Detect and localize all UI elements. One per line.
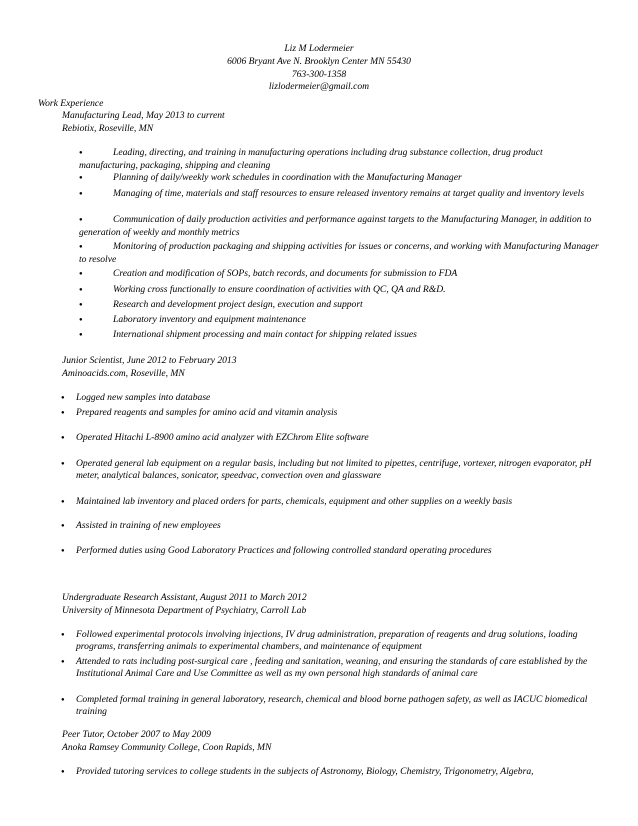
bullet-icon <box>61 520 65 533</box>
list-item: ● Maintained lab inventory and placed orders for parts, chemicals, equipment and other supplies on a weekly basis <box>61 496 601 508</box>
job-heading <box>62 110 225 136</box>
bullet-icon <box>61 458 65 471</box>
applicant-name: Liz M Lodermeier <box>284 43 354 54</box>
job-title: Peer Tutor, October 2007 to May 2009 <box>62 729 211 740</box>
job-org: Rebiotix, Roseville, MN <box>62 122 154 134</box>
bullet-icon <box>79 329 113 342</box>
bullet-icon <box>79 188 113 201</box>
bullet-icon <box>61 432 65 445</box>
bullet-icon <box>61 496 65 509</box>
job-org: University of Minnesota Department of Psychiatry, Carroll Lab <box>62 604 307 616</box>
job-title: Junior Scientist, June 2012 to February 2013 <box>62 355 237 366</box>
section-title: Work Experience <box>38 98 104 109</box>
applicant-phone: 763-300-1358 <box>291 68 347 80</box>
bullet-icon <box>61 545 65 558</box>
list-item: ●Communication of daily production activities and performance against targets to the Manufacturing Manager, in addition to generation of weekly and monthly metrics <box>79 214 603 240</box>
job-title: Manufacturing Lead, May 2013 to current <box>62 110 225 121</box>
job-org: Anoka Ramsey Community College, Coon Rapids, MN <box>62 741 272 753</box>
list-item: ● Assisted in training of new employees <box>61 520 601 532</box>
bullet-icon <box>79 241 113 254</box>
list-item: ● Prepared reagents and samples for amino acid and vitamin analysis <box>61 407 601 419</box>
bullet-icon <box>61 407 65 420</box>
list-item: ● Operated general lab equipment on a regular basis, including but not limited to pipettes, centrifuge, vortexer, nitrogen evaporator, pH meter, analytical balances, sonicator, speedvac, convection oven and glassware <box>61 458 601 483</box>
bullet-icon <box>61 766 65 779</box>
list-item: ● Operated Hitachi L-8900 amino acid analyzer with EZChrom Elite software <box>61 432 601 444</box>
list-item: ●Working cross functionally to ensure coordination of activities with QC, QA and R&D. <box>79 284 603 297</box>
bullet-icon <box>79 284 113 297</box>
list-item: ●Monitoring of production packaging and shipping activities for issues or concerns, and working with Manufacturing Manager to resolve <box>79 241 603 267</box>
applicant-address: 6006 Bryant Ave N. Brooklyn Center MN 55430 <box>227 55 411 67</box>
bullet-icon <box>61 694 65 707</box>
job-heading <box>62 355 237 381</box>
job-heading <box>62 729 271 755</box>
contact-header <box>0 43 638 94</box>
list-item: ●International shipment processing and main contact for shipping related issues <box>79 329 603 342</box>
applicant-email: lizlodermeier@gmail.com <box>268 81 370 93</box>
bullet-icon <box>61 656 65 669</box>
list-item: ●Laboratory inventory and equipment maintenance <box>79 314 603 327</box>
list-item: ●Leading, directing, and training in manufacturing operations including drug substance collection, drug product manufacturing, packaging, shipping and cleaning <box>79 147 603 173</box>
bullet-icon <box>61 392 65 405</box>
bullet-icon <box>79 299 113 312</box>
list-item: ●Creation and modification of SOPs, batch records, and documents for submission to FDA <box>79 268 603 281</box>
bullet-icon <box>79 268 113 281</box>
job-org: Aminoacids.com, Roseville, MN <box>62 367 185 379</box>
job-heading <box>62 592 307 618</box>
list-item: ●Planning of daily/weekly work schedules in coordination with the Manufacturing Manager <box>79 172 603 185</box>
bullet-icon <box>61 629 65 642</box>
list-item: ●Research and development project design, execution and support <box>79 299 603 312</box>
job-title: Undergraduate Research Assistant, August 2011 to March 2012 <box>62 592 307 603</box>
list-item: ● Logged new samples into database <box>61 392 601 404</box>
list-item: ● Attended to rats including post-surgical care , feeding and sanitation, weaning, and ensuring the standards of care established by the Institutional Animal Care and Use Committee as well as my own personal high standards of animal care <box>61 656 601 681</box>
bullet-icon <box>79 214 113 227</box>
list-item: ●Managing of time, materials and staff resources to ensure released inventory remains at target quality and inventory levels <box>79 188 603 201</box>
bullet-icon <box>79 147 113 160</box>
list-item: ● Performed duties using Good Laboratory Practices and following controlled standard operating procedures <box>61 545 601 557</box>
bullet-icon <box>79 314 113 327</box>
list-item: ● Followed experimental protocols involving injections, IV drug administration, preparation of reagents and drug solutions, loading programs, transferring animals to experimental chambers, and maintenance of equipment <box>61 629 601 654</box>
list-item: ● Provided tutoring services to college students in the subjects of Astronomy, Biology, Chemistry, Trigonometry, Algebra, <box>61 766 601 778</box>
bullet-icon <box>79 172 113 185</box>
list-item: ● Completed formal training in general laboratory, research, chemical and blood borne pathogen safety, as well as IACUC biomedical training <box>61 694 601 719</box>
